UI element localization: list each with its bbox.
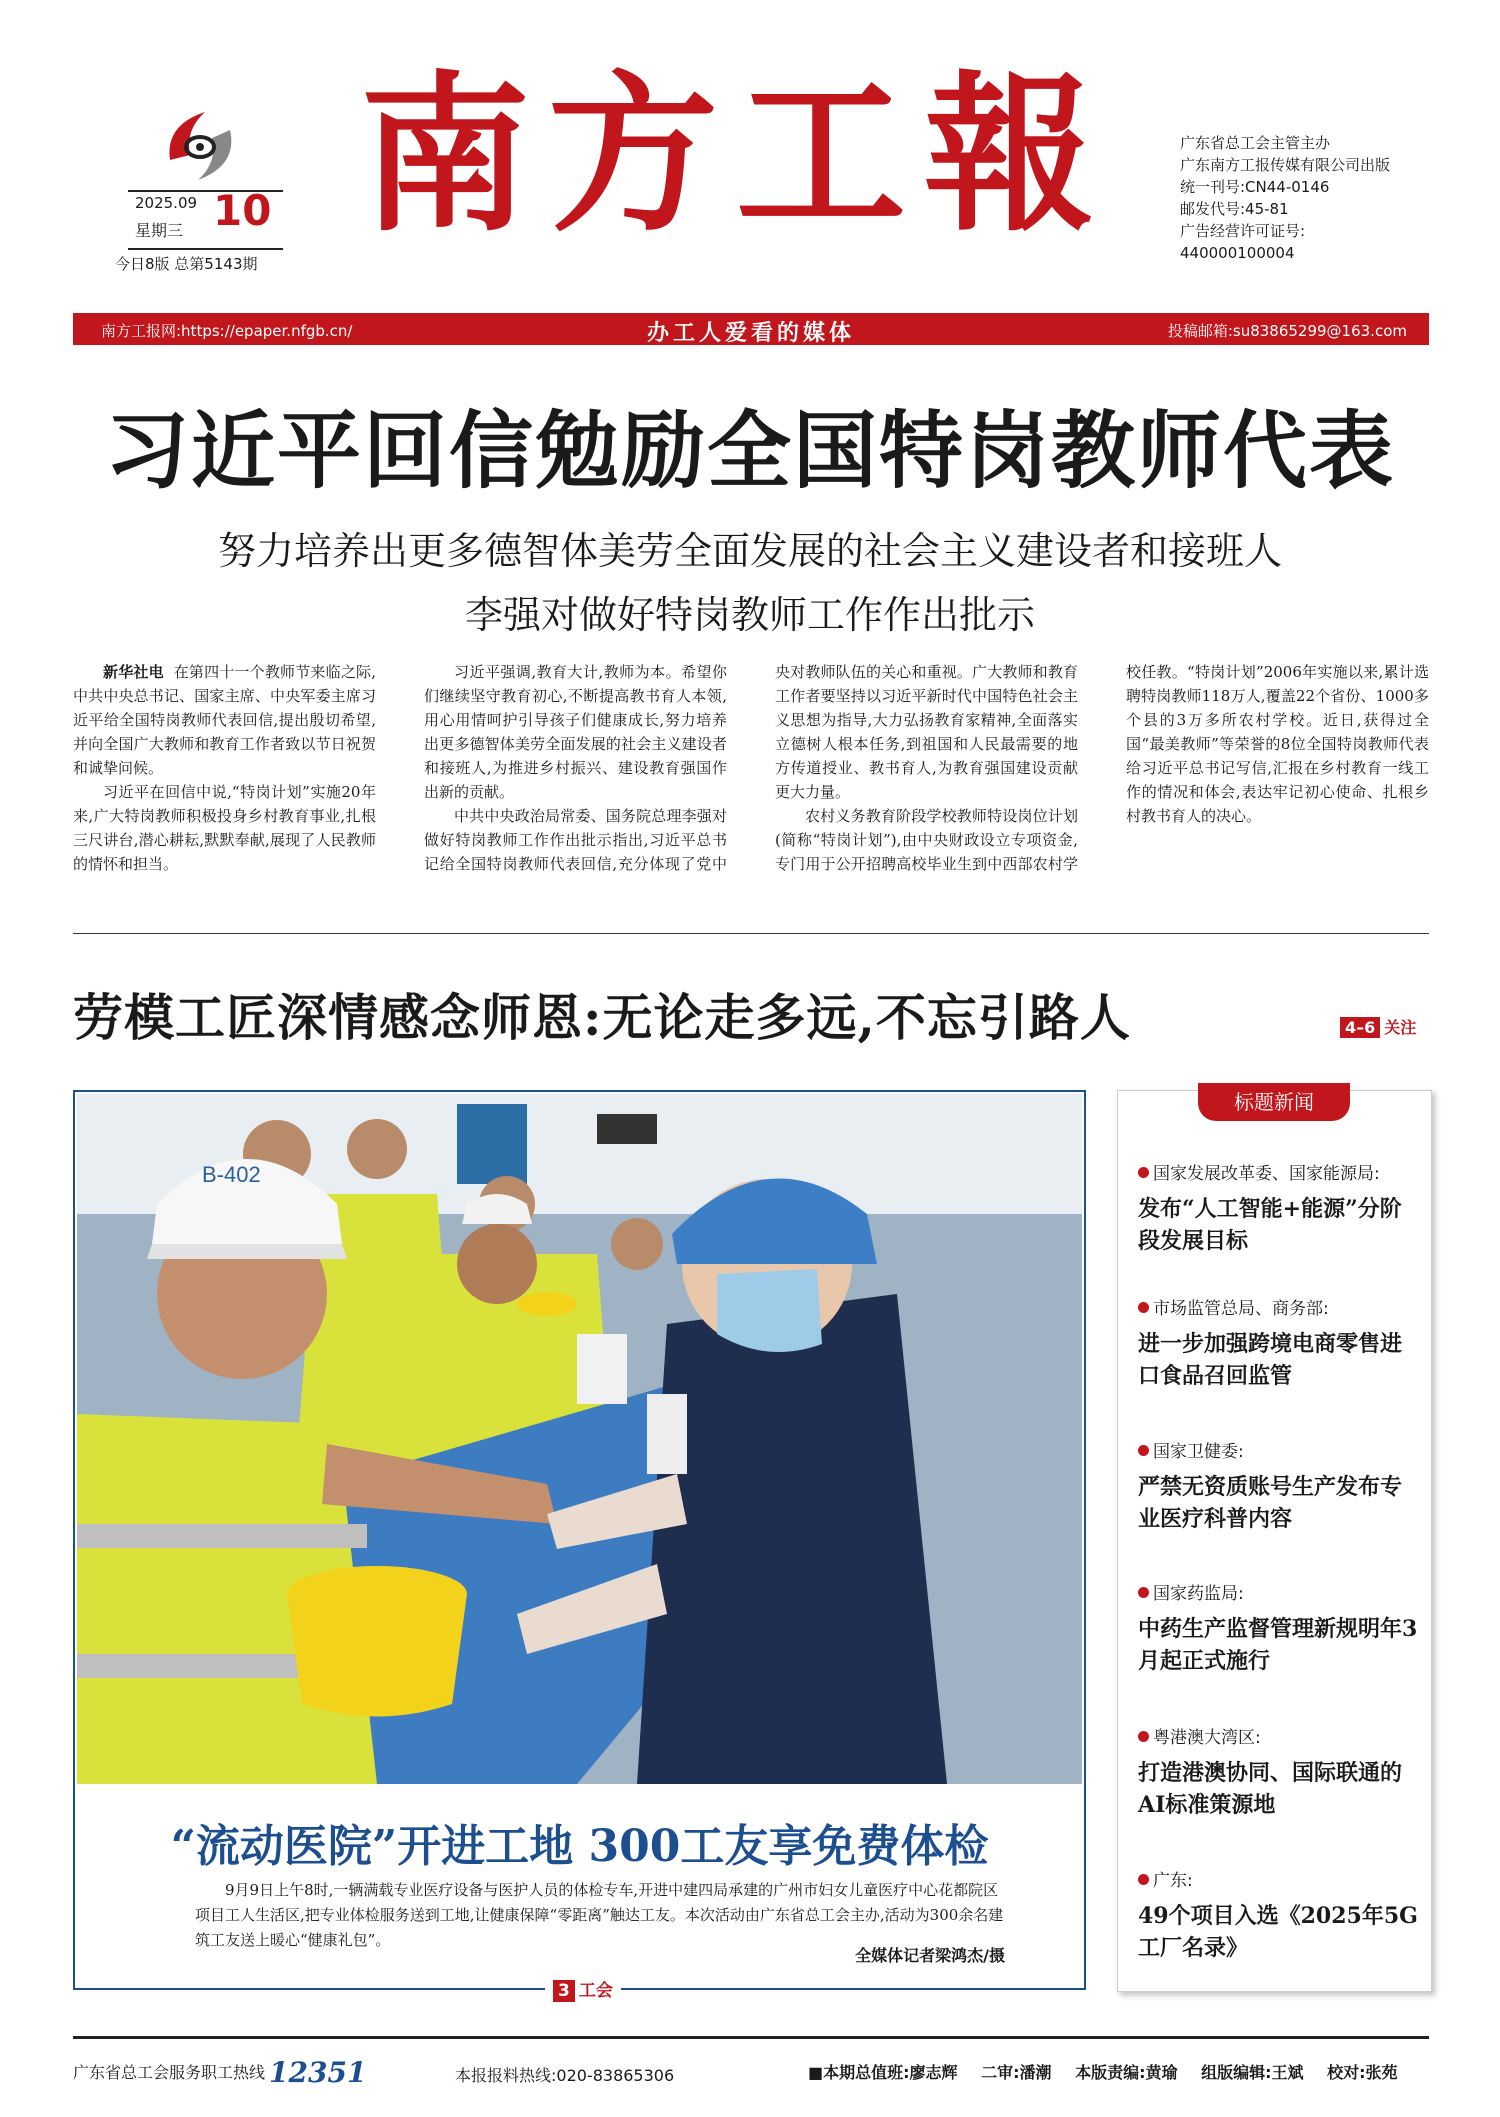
news-item[interactable] bbox=[1138, 1296, 1423, 1392]
news-title: 中药生产监督管理新规明年3月起正式施行 bbox=[1138, 1616, 1418, 1674]
bullet-icon bbox=[1138, 1587, 1149, 1598]
news-item[interactable] bbox=[1138, 1725, 1423, 1821]
lead-subhead-1: 努力培养出更多德智体美劳全面发展的社会主义建设者和接班人 bbox=[217, 529, 1282, 573]
slogan: 办工人爱看的媒体 bbox=[646, 321, 855, 346]
submission-email[interactable]: 投稿邮箱:su83865299@163.com bbox=[1167, 322, 1407, 340]
news-source: 广东: bbox=[1153, 1871, 1193, 1891]
paper-logo bbox=[160, 100, 240, 190]
news-source: 市场监管总局、商务部: bbox=[1153, 1299, 1329, 1319]
news-item[interactable] bbox=[1138, 1581, 1423, 1677]
bullet-icon bbox=[1138, 1874, 1149, 1885]
feature-headline: “流动医院”开进工地 300工友享免费体检 bbox=[170, 1821, 989, 1872]
date-weekday: 星期三 bbox=[135, 221, 184, 240]
news-source: 国家药监局: bbox=[1153, 1584, 1244, 1604]
publisher-line: 广东省总工会主管主办 bbox=[1180, 134, 1331, 152]
feature-photo bbox=[77, 1094, 1082, 1784]
publisher-line: 440000100004 bbox=[1180, 244, 1295, 262]
date-day: 10 bbox=[213, 186, 272, 235]
credit-item: 组版编辑:王斌 bbox=[1201, 2063, 1304, 2082]
feature-page-reference[interactable] bbox=[545, 1976, 621, 2001]
issue-info: 今日8版 总第5143期 bbox=[115, 255, 258, 273]
publisher-line: 统一刊号:CN44-0146 bbox=[1180, 178, 1330, 196]
page-reference[interactable] bbox=[1340, 1015, 1416, 1038]
dateline: 新华社电 bbox=[103, 663, 164, 681]
feature-caption: 9月9日上午8时,一辆满载专业医疗设备与医护人员的体检专车,开进中建四局承建的广州市妇女儿童医疗中心花都院区项目工人生活区,把专业体检服务送到工地,让健康保障“零距离”触达工友。本次活动由广东省总工会主办,活动为300余名建筑工友送上暖心“健康礼包”。 bbox=[195, 1881, 1004, 1949]
lead-paragraph: 习近平在回信中说,“特岗计划”实施20年来,广大特岗教师积极投身乡村教育事业,扎根三尺讲台,潜心耕耘,默默奉献,展现了人民教师的情怀和担当。 bbox=[73, 783, 376, 873]
lead-subhead-2: 李强对做好特岗教师工作作出批示 bbox=[464, 593, 1035, 637]
publisher-info bbox=[1180, 132, 1390, 264]
news-item[interactable] bbox=[1138, 1439, 1423, 1535]
feature-page-number: 3 bbox=[553, 1980, 575, 2002]
date-year-month: 2025.09 bbox=[135, 194, 198, 212]
lead-body bbox=[73, 660, 1429, 900]
page-reference-number: 4–6 bbox=[1340, 1017, 1380, 1038]
lead-paragraph: 中共中央政治局常委、国务院总理李强对做好特岗教师工作作出批示指出,习近平总书记给全国特岗教师代表回信,充分体现了党中央对教师队伍的关心和重视。广大教师和教育工作者要坚持以习近平新时代中国特色社会主义思想为指导,大力弘扬教育家精神,全面落实立德树人根本任务,到祖国和人民最需要的地方传道授业、教书育人,为教育强国建设贡献更大力量。 bbox=[424, 663, 1078, 873]
news-source: 国家卫健委: bbox=[1153, 1442, 1244, 1462]
editorial-credits bbox=[808, 2060, 1415, 2083]
lead-paragraph-text: 在第四十一个教师节来临之际,中共中央总书记、国家主席、中央军委主席习近平给全国特岗教师代表回信,提出殷切希望,并向全国广大教师和教育工作者致以节日祝贺和诚挚问候。 bbox=[73, 663, 376, 777]
bullet-icon bbox=[1138, 1302, 1149, 1313]
news-title: 进一步加强跨境电商零售进口食品召回监管 bbox=[1138, 1331, 1403, 1389]
helmet-label: B-402 bbox=[202, 1162, 261, 1187]
bullet-icon bbox=[1138, 1167, 1149, 1178]
news-source: 国家发展改革委、国家能源局: bbox=[1153, 1164, 1380, 1184]
news-item[interactable] bbox=[1138, 1868, 1423, 1964]
headline-news-box bbox=[1117, 1090, 1432, 1992]
masthead-banner bbox=[73, 313, 1429, 345]
issue-date bbox=[113, 186, 283, 250]
news-title: 49个项目入选《2025年5G工厂名录》 bbox=[1138, 1903, 1418, 1961]
lead-paragraph bbox=[73, 660, 376, 780]
credit-item: 校对:张苑 bbox=[1327, 2063, 1398, 2082]
paper-nameplate: 南方工報 bbox=[360, 55, 1113, 255]
credit-item: 本版责编:黄瑜 bbox=[1075, 2063, 1178, 2082]
news-tip-hotline: 本报报料热线:020-83865306 bbox=[455, 2066, 675, 2085]
section-divider bbox=[73, 933, 1429, 934]
footer-divider bbox=[73, 2036, 1429, 2039]
photo-credit: 全媒体记者梁鸿杰/摄 bbox=[855, 1946, 1005, 1965]
hotline-label: 广东省总工会服务职工热线 bbox=[73, 2063, 266, 2082]
publisher-line: 广告经营许可证号: bbox=[1180, 222, 1306, 240]
bullet-icon bbox=[1138, 1445, 1149, 1456]
news-title: 严禁无资质账号生产发布专业医疗科普内容 bbox=[1138, 1474, 1403, 1532]
news-item[interactable] bbox=[1138, 1161, 1423, 1257]
lead-paragraph: 农村义务教育阶段学校教师特设岗位计划(简称“特岗计划”),由中央财政设立专项资金,专门用于公开招聘高校毕业生到中西部农村学校任教。“特岗计划”2006年实施以来,累计选聘特岗教师118万人,覆盖22个省份、1000多个县的3万多所农村学校。近日,获得过全国“最美教师”等荣誉的8位全国特岗教师代表给习近平总书记写信,汇报在乡村教育一线工作的情况和体会,表达牢记初心使命、扎根乡村教书育人的决心。 bbox=[775, 663, 1429, 873]
website-link[interactable]: 南方工报网:https://epaper.nfgb.cn/ bbox=[101, 322, 353, 340]
page-reference-label: 关注 bbox=[1384, 1018, 1417, 1037]
news-title: 打造港澳协同、国际联通的AI标准策源地 bbox=[1138, 1760, 1403, 1818]
credit-item: ■本期总值班:廖志辉 bbox=[808, 2063, 958, 2082]
news-source: 粤港澳大湾区: bbox=[1153, 1728, 1261, 1748]
lead-headline: 习近平回信勉励全国特岗教师代表 bbox=[104, 402, 1395, 500]
publisher-line: 邮发代号:45-81 bbox=[1180, 200, 1289, 218]
headline-news-tab: 标题新闻 bbox=[1198, 1083, 1350, 1121]
bullet-icon bbox=[1138, 1731, 1149, 1742]
lead-paragraph: 习近平强调,教育大计,教师为本。希望你们继续坚守教育初心,不断提高教书育人本领,用心用情呵护引导孩子们健康成长,努力培养出更多德智体美劳全面发展的社会主义建设者和接班人,为推进乡村振兴、建设教育强国作出新的贡献。 bbox=[424, 663, 727, 801]
second-headline: 劳模工匠深情感念师恩:无论走多远,不忘引路人 bbox=[73, 988, 1131, 1047]
feature-page-label: 工会 bbox=[578, 1981, 613, 2001]
hotline-number: 12351 bbox=[269, 2056, 367, 2089]
news-title: 发布“人工智能+能源”分阶段发展目标 bbox=[1138, 1196, 1402, 1254]
publisher-line: 广东南方工报传媒有限公司出版 bbox=[1180, 156, 1391, 174]
credit-item: 二审:潘潮 bbox=[981, 2063, 1052, 2082]
service-hotline bbox=[73, 2056, 366, 2089]
